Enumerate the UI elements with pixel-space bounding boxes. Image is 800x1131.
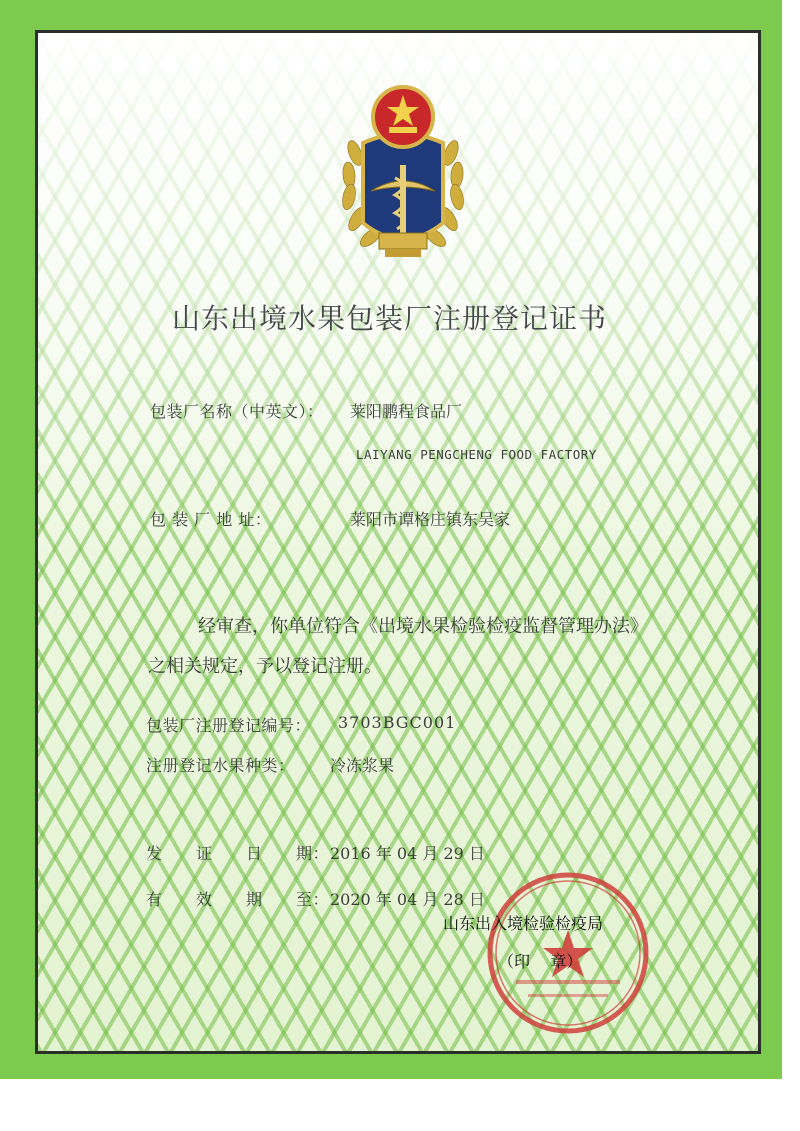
certificate-title: 山东出境水果包装厂注册登记证书 [172,302,608,335]
statement-line-1: 经审查，你单位符合《出境水果检验检疫监督管理办法》 [198,616,648,637]
valid-until-label: 有 效 期 至： [146,890,330,909]
name-label: 包装厂名称（中英文）： [150,402,324,421]
certificate-frame [35,30,761,1054]
issuer-name: 山东出入境检验检疫局 [443,914,604,933]
name-value-en: LAIYANG PENGCHENG FOOD FACTORY [356,447,597,462]
issue-date-label: 发 证 日 期： [146,844,330,863]
registration-number-label: 包装厂注册登记编号： [146,716,312,735]
address-value: 莱阳市谭格庄镇东吴家 [350,510,511,529]
inspection-emblem-icon [333,73,473,268]
issue-date-value: 2016 年 04 月 29 日 [330,844,485,863]
fruit-type-value: 冷冻浆果 [330,756,395,775]
fruit-type-label: 注册登记水果种类： [146,756,295,775]
registration-number-value: 3703BGC001 [338,713,457,732]
name-value-cn: 莱阳鹏程食品厂 [350,402,463,421]
address-label: 包 装 厂 地 址： [150,510,272,529]
seal-label: （印 章） [498,952,583,971]
approval-statement [148,607,708,687]
statement-line-2: 之相关规定，予以登记注册。 [148,656,382,677]
valid-until-value: 2020 年 04 月 28 日 [330,890,485,909]
